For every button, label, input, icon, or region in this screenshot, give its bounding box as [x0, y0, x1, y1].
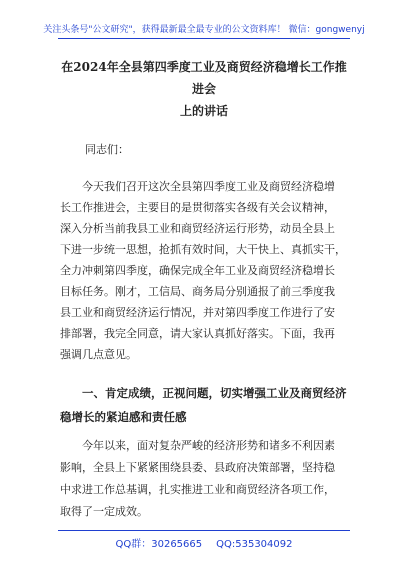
paragraph-line: 强调几点意见。: [60, 348, 137, 361]
greeting: 同志们：: [85, 143, 129, 156]
paragraph-line: 排部署，我完全同意，请大家认真抓好落实。下面，我再: [60, 327, 335, 340]
paragraph-line: 全力冲刺第四季度，确保完成全年工业及商贸经济稳增长: [60, 264, 335, 277]
paragraph-line: 长工作推进会，主要目的是贯彻落实各级有关会议精神，: [60, 201, 335, 214]
title-line-2: 上的讲话: [179, 104, 228, 118]
paragraph-section-1: [60, 435, 350, 523]
paragraph-line: 中求进工作总基调，扎实推进工业和商贸经济各项工作，: [60, 483, 335, 496]
document-title: [60, 56, 348, 122]
heading-line: 一、肯定成绩，正视问题，切实增强工业及商贸经济: [82, 386, 347, 400]
paragraph-line: 今天我们召开这次全县第四季度工业及商贸经济稳增: [82, 180, 335, 193]
paragraph-line: 今年以来，面对复杂严峻的经济形势和诸多不利因素: [82, 439, 335, 452]
paragraph-line: 下进一步统一思想，抢抓有效时间，大干快上、真抓实干，: [60, 243, 346, 256]
header-divider: [58, 38, 350, 39]
paragraph-line: 影响，全县上下紧紧围绕县委、县政府决策部署，坚持稳: [60, 461, 335, 474]
paragraph-line: 县工业和商贸经济运行情况，并对第四季度工作进行了安: [60, 306, 335, 319]
page-header-banner: 关注头条号"公文研究"，获得最新最全最专业的公文资料库！ 微信：gongwenyj: [43, 25, 365, 35]
paragraph-line: 深入分析当前我县工业和商贸经济运行形势，动员全县上: [60, 222, 335, 235]
heading-line: 稳增长的紧迫感和责任感: [60, 410, 187, 424]
footer-qq-group: QQ群：30265665: [115, 539, 203, 550]
section-heading-1: [60, 381, 350, 429]
footer-qq: QQ:535304092: [216, 539, 293, 550]
paragraph-intro: [60, 176, 350, 365]
paragraph-line: 取得了一定成效。: [60, 505, 148, 518]
page-footer: [0, 535, 408, 550]
title-line-1: 在2024年全县第四季度工业及商贸经济稳增长工作推进会: [61, 60, 347, 96]
footer-divider: [58, 530, 350, 531]
paragraph-line: 目标任务。刚才，工信局、商务局分别通报了前三季度我: [60, 285, 335, 298]
